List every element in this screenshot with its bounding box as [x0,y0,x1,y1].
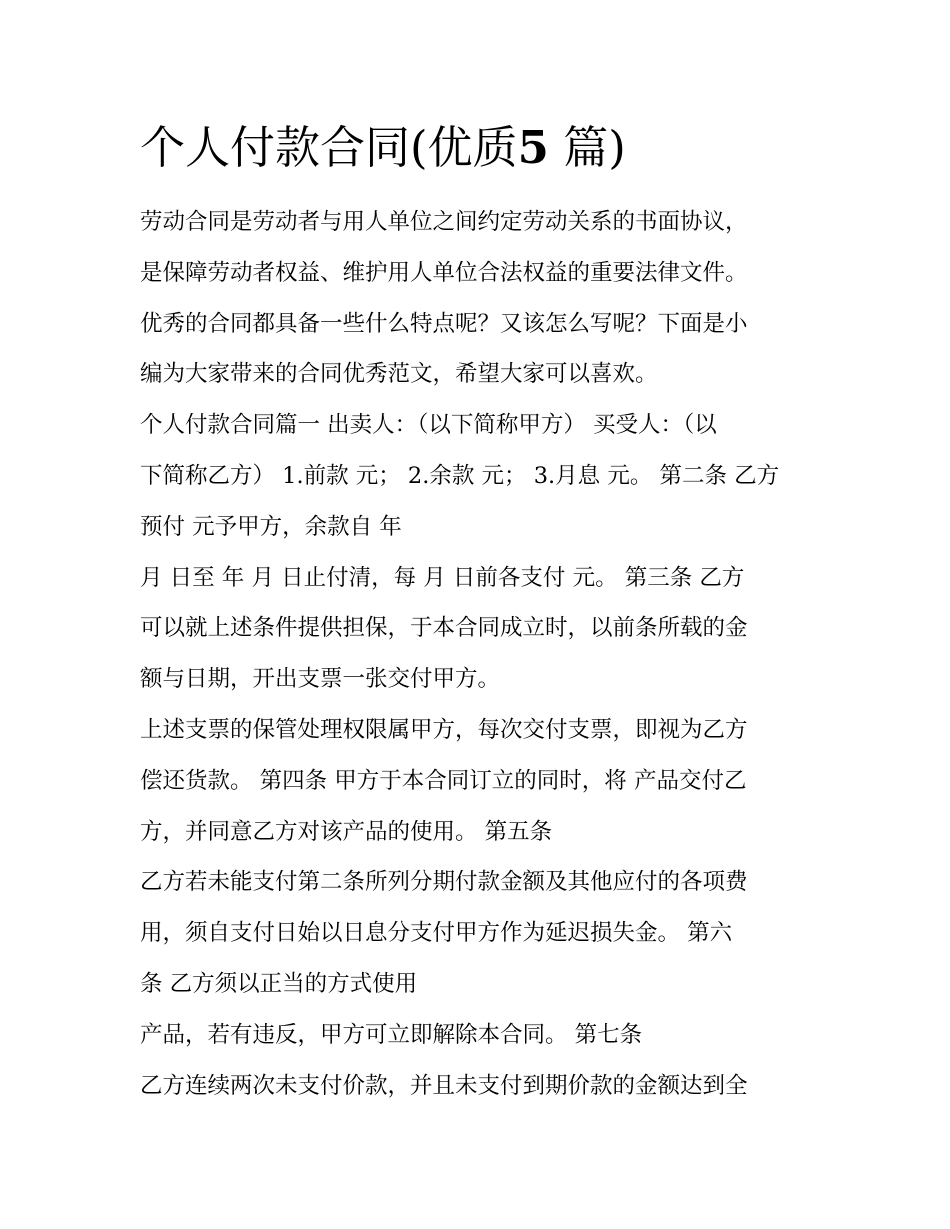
body-line: 月 日至 年 月 日止付清，每 月 日前各支付 元。 第三条 乙方 [140,564,745,591]
document-body [140,197,820,1111]
body-line: 产品，若有违反，甲方可立即解除本合同。 第七条 [140,1021,643,1048]
body-line: 偿还货款。 第四条 甲方于本合同订立的同时，将 产品交付乙 [140,767,747,794]
body-line: 额与日期，开出支票一张交付甲方。 [140,666,501,693]
body-line: 下简称乙方） 1.前款 元； 2.余款 元； 3.月息 元。 第二条 乙方 [140,462,780,489]
body-line: 是保障劳动者权益、维护用人单位合法权益的重要法律文件。 [140,259,748,286]
body-line: 预付 元予甲方，余款自 年 [140,513,402,540]
body-line: 条 乙方须以正当的方式使用 [140,970,418,997]
body-line: 劳动合同是劳动者与用人单位之间约定劳动关系的书面协议， [140,209,748,235]
body-line: 上述支票的保管处理权限属甲方，每次交付支票，即视为乙方 [140,716,748,743]
title-number: 5 [517,121,549,174]
body-line: 乙方若未能支付第二条所列分期付款金额及其他应付的各项费 [140,869,748,896]
document-title [140,118,626,178]
body-line: 编为大家带来的合同优秀范文，希望大家可以喜欢。 [140,361,658,388]
body-line: 优秀的合同都具备一些什么特点呢？又该怎么写呢？下面是小 [140,310,748,337]
body-line: 可以就上述条件提供担保，于本合同成立时，以前条所载的金 [140,615,748,642]
title-text-after: 篇) [563,121,626,174]
body-line: 个人付款合同篇一 出卖人：（以下简称甲方） 买受人：（以 [140,412,717,439]
body-line: 用，须自支付日始以日息分支付甲方作为延迟损失金。 第六 [140,920,733,947]
body-line: 方，并同意乙方对该产品的使用。 第五条 [140,818,553,845]
title-text-before: 个人付款合同(优质 [140,121,518,174]
body-line: 乙方连续两次未支付价款，并且未支付到期价款的金额达到全 [140,1072,748,1099]
